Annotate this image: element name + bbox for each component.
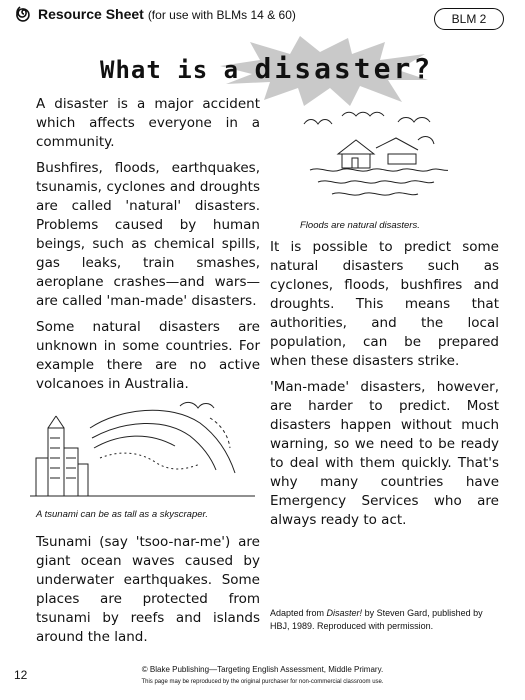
credit-book: Disaster! — [326, 608, 363, 618]
page-title-part1: What is a — [100, 56, 255, 84]
tsunami-paragraph: Tsunami (say 'tsoo-nar-me') are giant ocean waves caused by underwater earthquakes. Some places are protected from tsunami by reefs and islands around the land. — [36, 534, 260, 645]
man-made-paragraph: 'Man-made' disasters, however, are harder to predict. Most disasters happen without much warning, so we need to be ready to deal with them quickly. That's why many countries have Emergency Services who are always ready to act. — [270, 379, 499, 528]
predict-paragraph: It is possible to predict some natural disasters such as cyclones, floods, bushfires and droughts. This means that authorities, and the local population, can be prepared when these disasters strike. — [270, 239, 499, 369]
spiral-icon — [14, 4, 34, 24]
source-credit — [270, 607, 499, 633]
page-title-part2: disaster — [254, 52, 414, 85]
publisher-line: © Blake Publishing—Targeting English Assessment, Middle Primary. — [141, 665, 384, 674]
flood-house-illustration — [298, 110, 448, 210]
tsunami-caption: A tsunami can be as tall as a skyscraper. — [36, 509, 208, 520]
blm-badge: BLM 2 — [434, 8, 504, 30]
page-number: 12 — [14, 668, 28, 682]
intro-paragraph: A disaster is a major accident which affects everyone in a community. — [36, 96, 260, 150]
volcano-paragraph: Some natural disasters are unknown in some countries. For example there are no active volcanoes in Australia. — [36, 319, 260, 392]
disaster-types-paragraph: Bushfires, floods, earthquakes, tsunamis, cyclones and droughts are called 'natural' disasters. Problems caused by human beings, such as chemical spills, gas leaks, train smashes, aeroplane crashes—and wars—are called 'man-made' disasters. — [36, 160, 260, 309]
tsunami-city-illustration — [30, 398, 255, 498]
credit-line2: by Steven Gard, published by HBJ, 1989. Reproduced with permission. — [270, 608, 483, 631]
page-title — [100, 52, 433, 85]
resource-sheet-header — [38, 6, 296, 22]
flood-caption: Floods are natural disasters. — [300, 220, 420, 231]
header-subtitle: (for use with BLMs 14 & 60) — [147, 8, 296, 22]
copyright-note: This page may be reproduced by the original purchaser for non-commercial classroom use. — [141, 679, 384, 685]
page-title-part3: ? — [413, 52, 434, 85]
credit-line1: Adapted from — [270, 608, 325, 618]
header-title: Resource Sheet — [38, 6, 144, 22]
